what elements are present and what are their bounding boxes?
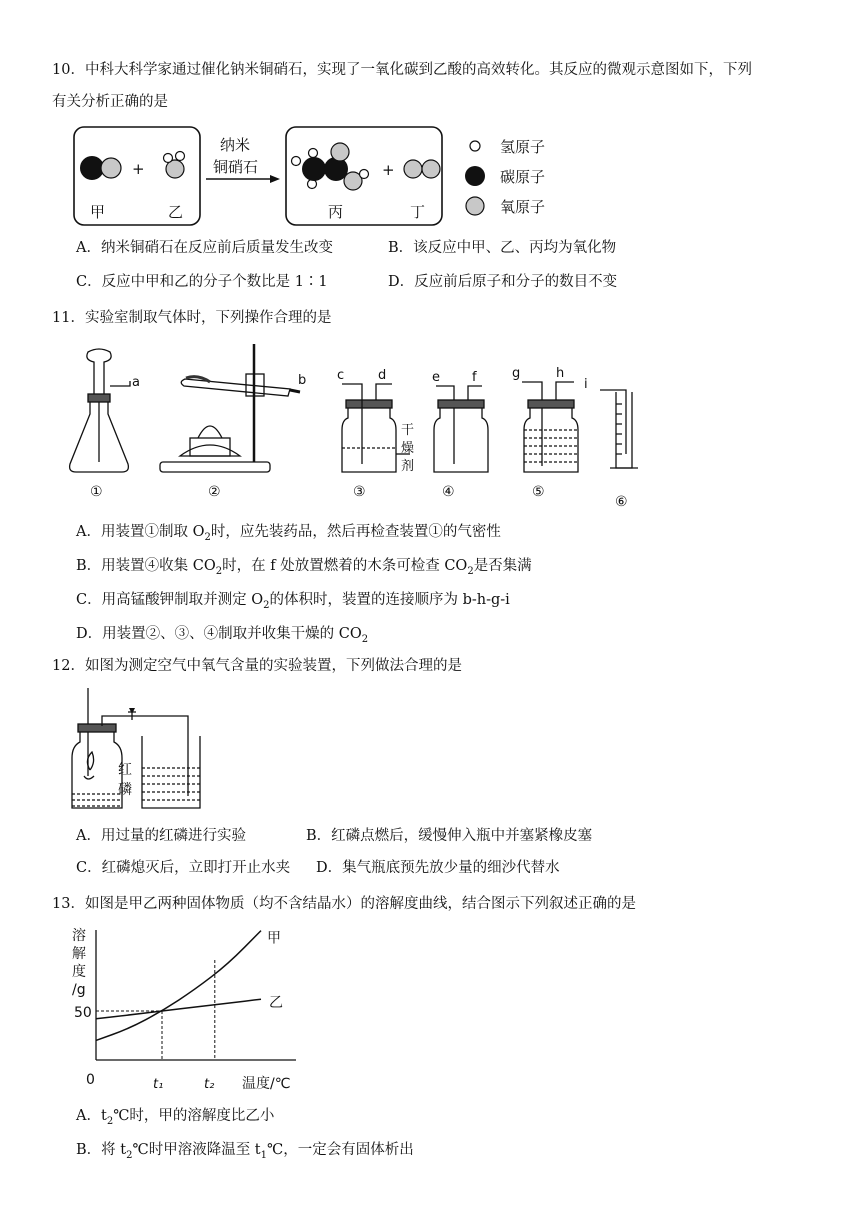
q11-apparatus-diagram [60, 334, 650, 514]
jia-carbon-atom [81, 157, 104, 180]
stopper-5 [528, 400, 574, 408]
label-n6: ⑥ [615, 494, 628, 510]
q11-option-d: D．用装置②、③、④制取并收集干燥的 $CO_2$ [76, 626, 369, 645]
bing-hydrogen-1 [292, 157, 301, 166]
solubility-chart [60, 922, 310, 1094]
desiccant-char-3: 剂 [401, 459, 415, 474]
rubber-stopper [78, 724, 116, 732]
label-n3: ③ [353, 484, 366, 500]
alcohol-lamp [180, 445, 240, 456]
plus-sign-2: + [382, 161, 395, 179]
desiccant-char-1: 干 [401, 423, 415, 438]
q13-option-b: B．将 $t_2℃$时甲溶液降温至 $t_1℃$，一定会有固体析出 [76, 1142, 414, 1161]
label-i: i [584, 377, 588, 392]
clamp-head [129, 708, 135, 714]
label-n2: ② [208, 484, 221, 500]
series-label-yi: 乙 [269, 995, 283, 1012]
q11-option-b: B．用装置④收集 $CO_2$时，在 f 处放置燃着的木条可检查 $CO_2$是否集满 [76, 558, 532, 577]
label-h: h [556, 366, 565, 381]
q10-option-b: B．该反应中甲、乙、丙均为氧化物 [388, 240, 617, 256]
q13-stem: 13．如图是甲乙两种固体物质（均不含结晶水）的溶解度曲线，结合图示下列叙述正确的是 [52, 896, 636, 912]
label-yi: 乙 [168, 203, 184, 221]
x-tick-t1: t₁ [153, 1077, 164, 1092]
series-line-yi [96, 999, 261, 1019]
series-label-jia: 甲 [267, 930, 281, 947]
cylinder-ticks [616, 404, 622, 454]
catalyst-label-bottom: 铜硝石 [213, 158, 259, 176]
label-e: e [432, 370, 440, 385]
lamp-flame [198, 426, 222, 438]
label-jia: 甲 [90, 203, 106, 221]
legend-hydrogen-icon [470, 141, 480, 151]
bottle-4 [434, 406, 488, 472]
ylabel-3: 度 [72, 964, 86, 980]
tube-i [600, 390, 626, 454]
legend-carbon-label: 碳原子 [500, 168, 546, 186]
tube-c [342, 384, 362, 400]
q12-apparatus-diagram [66, 686, 206, 812]
ylabel-4: /g [72, 982, 86, 998]
ding-oxygen-2 [422, 160, 440, 178]
test-tube-2 [181, 379, 290, 396]
catalyst-label-top: 纳米 [220, 136, 251, 154]
funnel-1 [87, 349, 111, 394]
y-tick-50: 50 [74, 1005, 92, 1021]
q12-option-a: A．用过量的红磷进行实验 [76, 828, 246, 844]
circled-4: ④ [144, 558, 160, 574]
legend-oxygen-icon [466, 197, 484, 215]
legend-hydrogen-label: 氢原子 [500, 138, 546, 156]
circled-1b: ① [428, 524, 443, 540]
stopper-1 [88, 394, 110, 402]
label-b: b [298, 373, 307, 388]
q11-option-c: C．用高锰酸钾制取并测定 $O_2$的体积时，装置的连接顺序为 b-h-g-i [76, 592, 510, 611]
q10-option-d: D．反应前后原子和分子的数目不变 [388, 274, 618, 290]
x-tick-t2: t₂ [204, 1077, 215, 1092]
ylabel-1: 溶 [72, 928, 86, 944]
desiccant-char-2: 燥 [401, 441, 415, 456]
bottle-3 [342, 406, 396, 472]
plus-sign-1: + [132, 160, 145, 178]
outlet-tube-a [110, 381, 130, 386]
bing-hydrogen-2 [309, 149, 318, 158]
gas-bottle [72, 730, 122, 808]
tube-d [376, 384, 392, 400]
q10-stem-line2: 有关分析正确的是 [52, 94, 168, 110]
label-ding: 丁 [410, 203, 426, 221]
label-f: f [472, 370, 477, 385]
q12-option-b: B．红磷点燃后，缓慢伸入瓶中并塞紧橡皮塞 [306, 828, 593, 844]
q10-reaction-diagram [70, 122, 570, 232]
yi-hydrogen-atom-2 [176, 152, 185, 161]
q12-option-d: D．集气瓶底预先放少量的细沙代替水 [316, 860, 560, 876]
bottle-water [72, 794, 122, 806]
stopper-3 [346, 400, 392, 408]
reaction-arrow-head [270, 175, 280, 183]
bing-hydrogen-4 [360, 170, 369, 179]
label-red-phosphorus-2: 磷 [118, 782, 132, 798]
label-d: d [378, 368, 387, 383]
outlet-b [290, 390, 300, 392]
x-axis-label: 温度/℃ [242, 1076, 291, 1092]
tube-h [556, 382, 574, 400]
q10-stem-line1: 10．中科大科学家通过催化钠米铜硝石，实现了一氧化碳到乙酸的高效转化。其反应的微观示意图如下，下列 [52, 62, 752, 78]
tube-f [468, 386, 482, 400]
legend-carbon-icon [465, 166, 485, 186]
tube-e [436, 386, 454, 400]
q12-stem: 12．如图为测定空气中氧气含量的实验装置，下列做法合理的是 [52, 658, 462, 674]
yi-hydrogen-atom-1 [164, 154, 173, 163]
stopper-4 [438, 400, 484, 408]
series-line-jia [96, 931, 261, 1041]
ylabel-2: 解 [72, 946, 86, 962]
beaker-water [142, 768, 200, 800]
origin-label: 0 [86, 1072, 95, 1088]
label-bing: 丙 [328, 203, 344, 221]
q11-stem: 11．实验室制取气体时，下列操作合理的是 [52, 310, 332, 326]
q10-option-a: A．纳米铜硝石在反应前后质量发生改变 [76, 240, 333, 256]
legend-oxygen-label: 氧原子 [500, 198, 546, 216]
label-n1: ① [90, 484, 103, 500]
beaker [142, 736, 200, 808]
bing-oxygen-1 [331, 143, 349, 161]
label-n5: ⑤ [532, 484, 545, 500]
tube-g [522, 382, 542, 400]
combustion-spoon [84, 776, 94, 779]
q11-option-a: A．用装置①制取 $O_2$时，应先装药品，然后再检查装置①的气密性 [76, 524, 501, 543]
bing-carbon-1 [302, 157, 326, 181]
jia-oxygen-atom [101, 158, 121, 178]
q12-option-c: C．红磷熄灭后，立即打开止水夹 [76, 860, 291, 876]
label-c: c [337, 368, 345, 383]
label-g: g [512, 366, 521, 381]
q13-option-a: A．$t_2℃$时，甲的溶解度比乙小 [76, 1108, 275, 1127]
iron-stand-base [160, 462, 270, 472]
label-n4: ④ [442, 484, 455, 500]
q10-option-c: C．反应中甲和乙的分子个数比是 1∶1 [76, 274, 328, 290]
label-red-phosphorus-1: 红 [118, 762, 132, 778]
water-lines-5 [524, 430, 578, 462]
label-a: a [132, 375, 140, 390]
ding-oxygen-1 [404, 160, 422, 178]
circled-1: ① [144, 524, 159, 540]
